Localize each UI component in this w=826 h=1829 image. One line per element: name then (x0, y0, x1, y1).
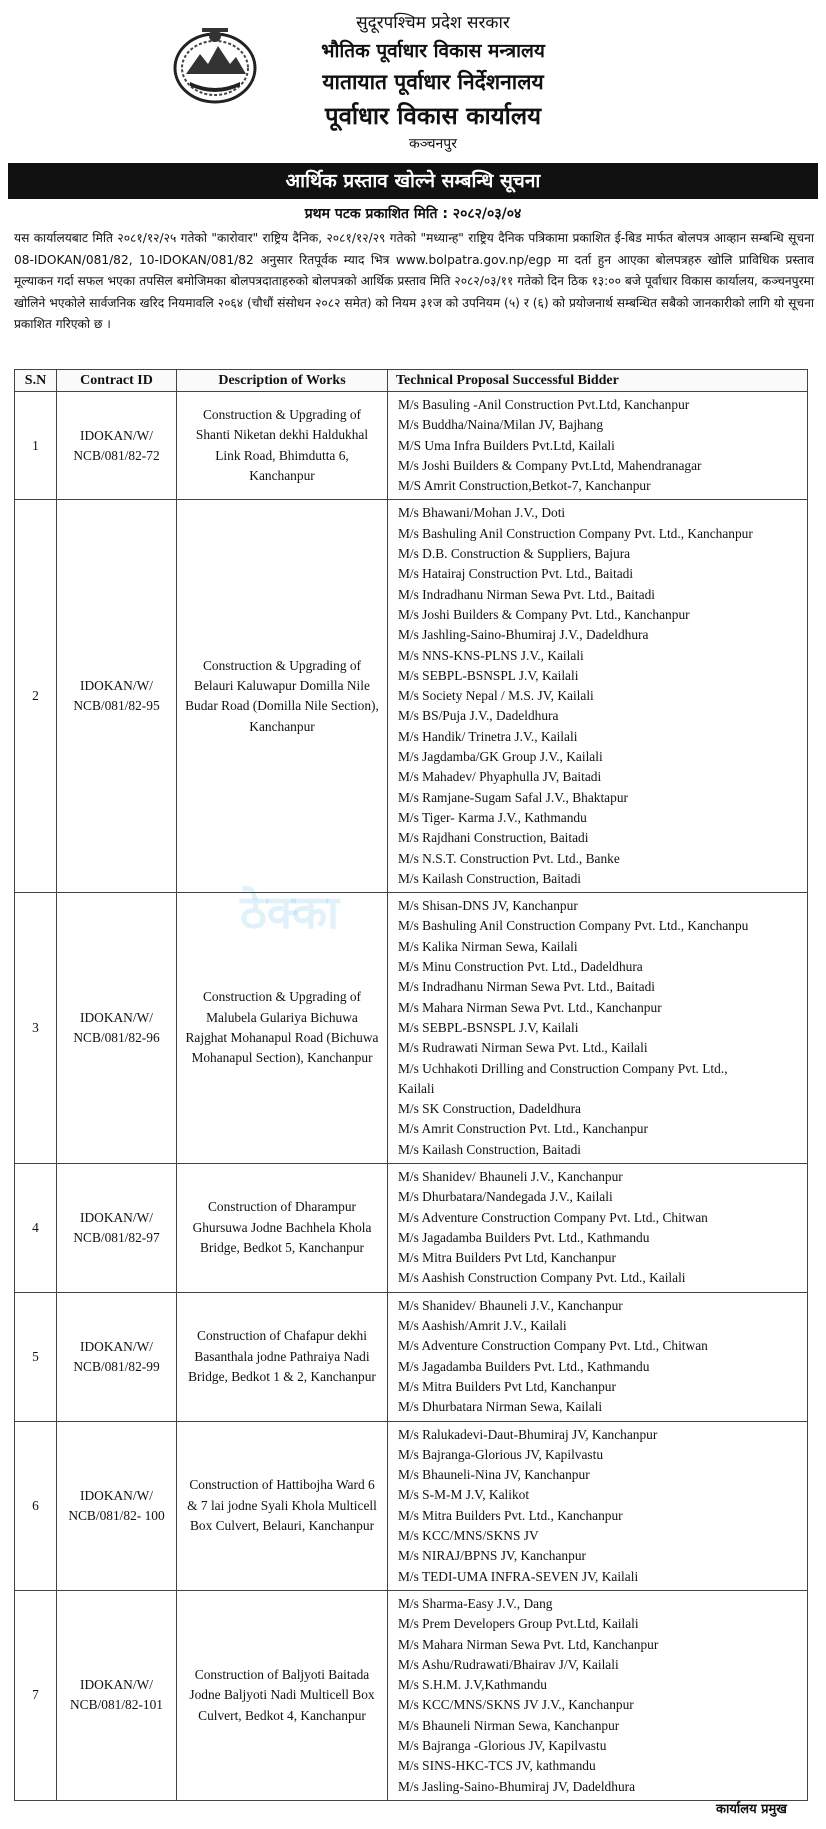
bidder-item: M/s Buddha/Naina/Milan JV, Bajhang (398, 417, 604, 433)
bidder-item: M/s Jasling-Saino-Bhumiraj JV, Dadeldhura (398, 1778, 636, 1794)
bidder-item: M/s Rajdhani Construction, Baitadi (398, 830, 589, 846)
row-sn: 1 (15, 392, 57, 500)
bidder-item: M/s D.B. Construction & Suppliers, Bajura (398, 546, 631, 562)
notice-title: आर्थिक प्रस्ताव खोल्ने सम्बन्धि सूचना (8, 163, 818, 199)
bidder-item: M/s Dhurbatara Nirman Sewa, Kailali (398, 1399, 603, 1415)
bidder-item: M/s Basuling -Anil Construction Pvt.Ltd, Kanchanpur (398, 397, 690, 412)
row-description: Construction & Upgrading of Belauri Kaluwapur Domilla Nile Budar Road (Domilla Nile Section), Kanchanpur (177, 500, 388, 893)
bidder-item: M/s S-M-M J.V, Kalikot (398, 1487, 530, 1503)
publish-date: प्रथम पटक प्रकाशित मिति : २०८२/०३/०४ (304, 206, 522, 222)
bidder-item: M/s Mahadev/ Phyaphulla JV, Baitadi (398, 769, 602, 785)
row-bidders (388, 1590, 808, 1800)
bidder-item: M/s Sharma-Easy J.V., Dang (398, 1595, 553, 1611)
row-sn: 3 (15, 893, 57, 1164)
bidder-item: M/s BS/Puja J.V., Dadeldhura (398, 708, 559, 724)
table-row (15, 500, 808, 893)
bidder-item: M/s Mitra Builders Pvt. Ltd., Kanchanpur (398, 1507, 623, 1523)
row-bidders (388, 392, 808, 500)
row-sn: 4 (15, 1163, 57, 1292)
row-sn: 7 (15, 1590, 57, 1800)
bidder-item: M/s Jashling-Saino-Bhumiraj J.V., Dadeldhura (398, 627, 649, 643)
bidder-item: M/s Joshi Builders & Company Pvt.Ltd, Mahendranagar (398, 457, 702, 473)
row-description: Construction of Baljyoti Baitada Jodne Baljyoti Nadi Multicell Box Culvert, Bedkot 4, Kanchanpur (177, 1590, 388, 1800)
row-contract-id: IDOKAN/W/ NCB/081/82-96 (57, 893, 177, 1164)
table-row (15, 893, 808, 1164)
signatory: कार्यालय प्रमुख (716, 1802, 787, 1817)
row-description: Construction & Upgrading of Shanti Niketan dekhi Haldukhal Link Road, Bhimdutta 6, Kanchanpur (177, 392, 388, 500)
row-contract-id: IDOKAN/W/ NCB/081/82-99 (57, 1292, 177, 1421)
bidder-item: M/s Mahara Nirman Sewa Pvt. Ltd., Kanchanpur (398, 999, 662, 1015)
bidder-item: M/s Rudrawati Nirman Sewa Pvt. Ltd., Kailali (398, 1040, 648, 1056)
ministry-name: भौतिक पूर्वाधार विकास मन्त्रालय (321, 40, 545, 62)
row-contract-id: IDOKAN/W/ NCB/081/82- 100 (57, 1421, 177, 1590)
row-contract-id: IDOKAN/W/ NCB/081/82-95 (57, 500, 177, 893)
table-row (15, 1590, 808, 1800)
bidder-item: M/s Mitra Builders Pvt Ltd, Kanchanpur (398, 1250, 616, 1266)
bidder-item: M/s Mahara Nirman Sewa Pvt. Ltd, Kanchanpur (398, 1636, 659, 1652)
office-location: कञ्चनपुर (409, 136, 457, 152)
row-sn: 2 (15, 500, 57, 893)
header-description: Description of Works (177, 370, 388, 392)
bidder-item: M/s TEDI-UMA INFRA-SEVEN JV, Kailali (398, 1568, 639, 1584)
bidder-item: M/s SEBPL-BSNSPL J.V, Kailali (398, 667, 579, 683)
bidder-item: M/s Prem Developers Group Pvt.Ltd, Kailali (398, 1616, 639, 1632)
bidder-item: M/s Ramjane-Sugam Safal J.V., Bhaktapur (398, 789, 628, 805)
bidder-item: M/s NIRAJ/BPNS JV, Kanchanpur (398, 1548, 586, 1564)
bidder-item: M/s KCC/MNS/SKNS JV (398, 1528, 539, 1544)
row-description: Construction of Hattibojha Ward 6 & 7 lai jodne Syali Khola Multicell Box Culvert, Belauri, Kanchanpur (177, 1421, 388, 1590)
bidder-item: M/s N.S.T. Construction Pvt. Ltd., Banke (398, 850, 620, 866)
govt-name: सुदूरपश्चिम प्रदेश सरकार (356, 13, 510, 33)
header-contract-id: Contract ID (57, 370, 177, 392)
bidder-item: M/s Aashish Construction Company Pvt. Ltd., Kailali (398, 1270, 686, 1286)
bidder-item: M/s Adventure Construction Company Pvt. Ltd., Chitwan (398, 1209, 708, 1225)
row-bidders (388, 1292, 808, 1421)
table-header-row (15, 370, 808, 392)
row-sn: 6 (15, 1421, 57, 1590)
bidder-item: M/s Jagdamba/GK Group J.V., Kailali (398, 749, 603, 765)
row-bidders (388, 893, 808, 1164)
bidder-item: M/s Dhurbatara/Nandegada J.V., Kailali (398, 1189, 613, 1205)
bidder-item: M/s Aashish/Amrit J.V., Kailali (398, 1318, 567, 1334)
bidder-item: M/s KCC/MNS/SKNS JV J.V., Kanchanpur (398, 1697, 634, 1713)
bidder-item: M/s SINS-HKC-TCS JV, kathmandu (398, 1758, 596, 1774)
bidder-item: M/s Hatairaj Construction Pvt. Ltd., Baitadi (398, 566, 634, 582)
row-bidders (388, 1421, 808, 1590)
bidder-item: M/s Indradhanu Nirman Sewa Pvt. Ltd., Baitadi (398, 586, 655, 602)
bidder-item: M/s NNS-KNS-PLNS J.V., Kailali (398, 647, 584, 663)
bidder-item: M/s Jagadamba Builders Pvt. Ltd., Kathmandu (398, 1229, 650, 1245)
bidder-item: M/s Bashuling Anil Construction Company Pvt. Ltd., Kanchanpu (398, 918, 749, 934)
bidder-item: M/s S.H.M. J.V,Kathmandu (398, 1677, 547, 1693)
row-contract-id: IDOKAN/W/ NCB/081/82-72 (57, 392, 177, 500)
row-contract-id: IDOKAN/W/ NCB/081/82-97 (57, 1163, 177, 1292)
bidder-item: M/s Bashuling Anil Construction Company Pvt. Ltd., Kanchanpur (398, 525, 753, 541)
bidder-item: M/S Amrit Construction,Betkot-7, Kanchanpur (398, 478, 651, 494)
bidders-table (14, 369, 808, 1801)
bidder-item: M/s Kailash Construction, Baitadi (398, 1141, 581, 1157)
bidder-item: M/s SK Construction, Dadeldhura (398, 1101, 581, 1117)
bidder-item: M/s Tiger- Karma J.V., Kathmandu (398, 809, 587, 825)
row-contract-id: IDOKAN/W/ NCB/081/82-101 (57, 1590, 177, 1800)
bidder-item: M/s Ralukadevi-Daut-Bhumiraj JV, Kanchanpur (398, 1426, 658, 1442)
office-name: पूर्वाधार विकास कार्यालय (324, 102, 542, 130)
table-row (15, 392, 808, 500)
bidder-item: M/s Kalika Nirman Sewa, Kailali (398, 938, 578, 954)
row-sn: 5 (15, 1292, 57, 1421)
bidder-item: M/S Uma Infra Builders Pvt.Ltd, Kailali (398, 437, 615, 453)
bidder-item: M/s Society Nepal / M.S. JV, Kailali (398, 688, 594, 704)
bidder-item: M/s Shanidev/ Bhauneli J.V., Kanchanpur (398, 1297, 623, 1313)
bidder-item: M/s Bhawani/Mohan J.V., Doti (398, 505, 566, 521)
notice-body: यस कार्यालयबाट मिति २०८१/१२/२५ गतेको "कारोवार" राष्ट्रिय दैनिक, २०८१/१२/२९ गतेको "मध्यान्ह" राष्ट्रिय दैनिक पत्रिकामा प्रकाशित ई-बिड मार्फत बोलपत्र आव्हान सम्बन्धि सूचना 08-IDOKAN/081/82, 10-IDOKAN/081/82 अनुसार रितपूर्वक म्याद भित्र www.bolpatra.gov.np/egp मा दर्ता हुन आएका बोलपत्रहरु खोलि प्राविधिक प्रस्ताव मूल्याकन गर्दा सफल भएका तपसिल बमोजिमका बोलपत्रदाताहरुको बोलपत्रको आर्थिक प्रस्ताव मिति २०८२/०३/११ गतेको दिन ठिक १३:०० बजे पूर्वाधार विकास कार्यालय, कञ्चनपुरमा खोलिने भएकोले सार्वजनिक खरिद नियमावलि २०६४ (चौधौं संसोधन २०८२ समेत) को नियम ३१ज को उपनियम (५) र (६) को प्रयोजनार्थ सम्बन्धित सबैको जानकारीको लागि यो सूचना प्रकाशित गरिएको छ । (14, 231, 814, 331)
bidder-item: M/s Ashu/Rudrawati/Bhairav J/V, Kailali (398, 1656, 619, 1672)
bidder-item: M/s Bhauneli-Nina JV, Kanchanpur (398, 1467, 590, 1483)
bidder-item: M/s Shisan-DNS JV, Kanchanpur (398, 898, 578, 914)
watermark: ठेक्का (240, 885, 340, 939)
row-description: Construction of Chafapur dekhi Basanthala jodne Pathraiya Nadi Bridge, Bedkot 1 & 2, Kanchanpur (177, 1292, 388, 1421)
bidder-item: M/s Mitra Builders Pvt Ltd, Kanchanpur (398, 1378, 616, 1394)
header-sn: S.N (15, 370, 57, 392)
bidder-item: Kailali (398, 1080, 435, 1096)
header-bidders: Technical Proposal Successful Bidder (388, 370, 808, 392)
bidder-item: M/s SEBPL-BSNSPL J.V, Kailali (398, 1019, 579, 1035)
bidder-item: M/s Indradhanu Nirman Sewa Pvt. Ltd., Baitadi (398, 979, 655, 995)
bidder-item: M/s Handik/ Trinetra J.V., Kailali (398, 728, 578, 744)
bidder-item: M/s Bajranga -Glorious JV, Kapilvastu (398, 1738, 607, 1753)
table-row (15, 1292, 808, 1421)
table-body (15, 392, 808, 1801)
bidder-item: M/s Joshi Builders & Company Pvt. Ltd., Kanchanpur (398, 606, 690, 622)
bidder-item: M/s Kailash Construction, Baitadi (398, 870, 581, 886)
bidder-item: M/s Minu Construction Pvt. Ltd., Dadeldhura (398, 959, 643, 975)
row-bidders (388, 1163, 808, 1292)
bidder-item: M/s Bhauneli Nirman Sewa, Kanchanpur (398, 1717, 620, 1733)
bidder-item: M/s Adventure Construction Company Pvt. Ltd., Chitwan (398, 1338, 708, 1354)
bidder-item: M/s Shanidev/ Bhauneli J.V., Kanchanpur (398, 1168, 623, 1184)
bidder-item: M/s Bajranga-Glorious JV, Kapilvastu (398, 1446, 604, 1462)
directorate-name: यातायात पूर्वाधार निर्देशनालय (322, 70, 544, 94)
row-bidders (388, 500, 808, 893)
row-description: Construction & Upgrading of Malubela Gulariya Bichuwa Rajghat Mohanapul Road (Bichuwa Mohanapul Section), Kanchanpur (177, 893, 388, 1164)
bidder-item: M/s Uchhakoti Drilling and Construction Company Pvt. Ltd., (398, 1060, 728, 1076)
bidder-item: M/s Amrit Construction Pvt. Ltd., Kanchanpur (398, 1121, 648, 1137)
header (0, 0, 826, 160)
row-description: Construction of Dharampur Ghursuwa Jodne Bachhela Khola Bridge, Bedkot 5, Kanchanpur (177, 1163, 388, 1292)
bidder-item: M/s Jagadamba Builders Pvt. Ltd., Kathmandu (398, 1358, 650, 1374)
table-row (15, 1421, 808, 1590)
table-row (15, 1163, 808, 1292)
